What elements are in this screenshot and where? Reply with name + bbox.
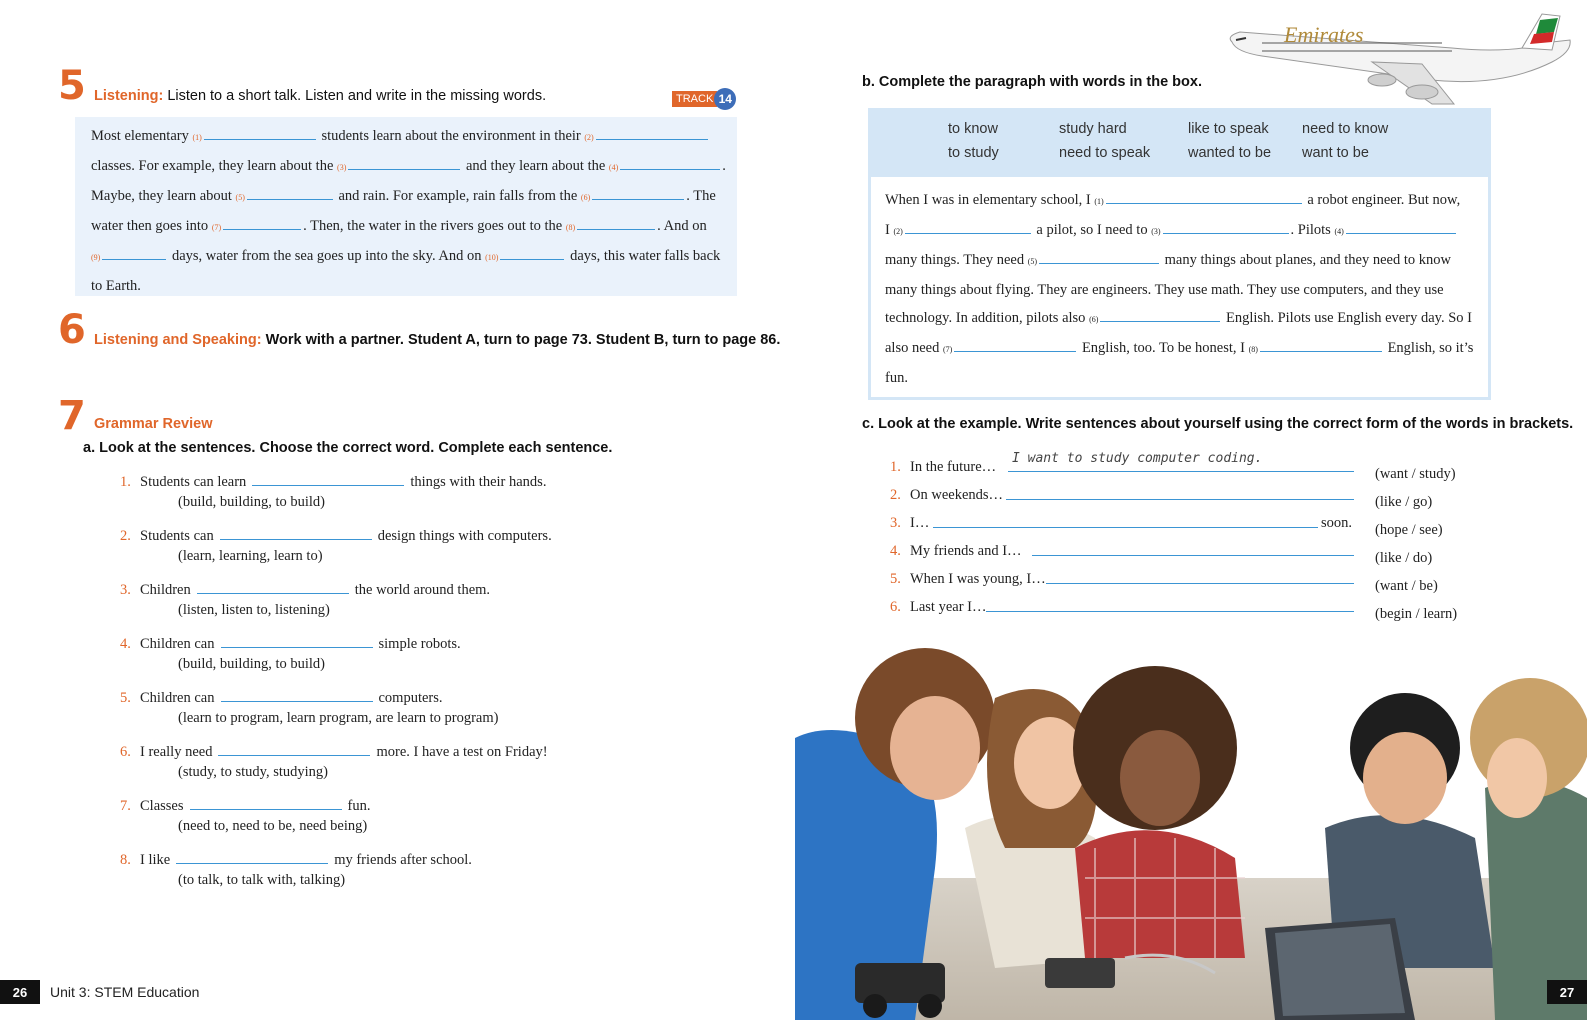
grammar-item: 3. Children the world around them. (listen, listen to, listening) (120, 582, 491, 618)
bracket-words: (like / do) (1375, 550, 1433, 566)
c-item-suffix: soon. (1321, 515, 1353, 531)
blank-input[interactable] (1039, 250, 1159, 264)
word-option: study hard (1059, 121, 1127, 137)
answer-line[interactable] (986, 611, 1354, 612)
listening-line: to Earth. (91, 278, 141, 294)
blank-input[interactable] (500, 246, 564, 260)
grammar-item: 2. Students can design things with computers. (learn, learning, learn to) (120, 528, 552, 564)
unit-title: Unit 3: STEM Education (50, 984, 200, 1000)
c-item: 2. On weekends… (890, 487, 1004, 503)
c-item: 1. In the future… (890, 459, 997, 475)
blank-input[interactable] (221, 634, 373, 648)
b-line: also need (7) English, too. To be honest, I (8) English, so it’s (885, 340, 1474, 356)
grammar-item: 1. Students can learn things with their hands. (build, building, to build) (120, 474, 547, 510)
bracket-words: (hope / see) (1375, 522, 1443, 538)
section-5-label: Listening: (94, 88, 164, 104)
word-option: need to speak (1059, 145, 1151, 161)
grammar-options: (build, building, to build) (178, 494, 326, 510)
section-c-instructions: c. Look at the example. Write sentences about yourself using the correct form of the words in brackets. (862, 416, 1574, 432)
track-number: 14 (714, 88, 736, 110)
footer-left (0, 980, 199, 1004)
blank-input[interactable] (1100, 308, 1220, 322)
bracket-words: (like / go) (1375, 494, 1433, 510)
section-6-label: Listening and Speaking: (94, 332, 262, 348)
blank-input[interactable] (247, 186, 333, 200)
blank-input[interactable] (190, 796, 342, 810)
word-option: want to be (1302, 145, 1369, 161)
bracket-words: (want / study) (1375, 466, 1456, 482)
grammar-item: 7. Classes fun. (need to, need to be, need being) (120, 798, 371, 834)
blank-input[interactable] (596, 126, 708, 140)
blank-input[interactable] (577, 216, 655, 230)
blank-input[interactable] (204, 126, 316, 140)
answer-line[interactable] (1006, 499, 1354, 500)
grammar-options: (to talk, to talk with, talking) (178, 872, 346, 888)
grammar-options: (need to, need to be, need being) (178, 818, 368, 834)
b-line: many things about flying. They are engineers. They use math. They use computers, and they use (885, 282, 1444, 298)
bracket-words: (begin / learn) (1375, 606, 1458, 622)
airline-logo-text: Emirates (1284, 22, 1364, 47)
b-line: technology. In addition, pilots also (6) English. Pilots use English every day. So I (885, 310, 1472, 326)
grammar-item: 4. Children can simple robots. (build, building, to build) (120, 636, 461, 672)
blank-input[interactable] (905, 220, 1031, 234)
listening-paragraph (91, 122, 731, 300)
blank-input[interactable] (176, 850, 328, 864)
blank-input[interactable] (620, 156, 720, 170)
word-option: to study (948, 145, 999, 161)
page-number-left: 26 (0, 980, 40, 1004)
listening-line: (9) days, water from the sea goes up into the sky. And on (10) days, this water falls back (91, 248, 721, 264)
section-5-number: 5 (58, 63, 86, 109)
c-item: 6. Last year I… (890, 599, 987, 615)
section-7-number: 7 (58, 393, 86, 439)
b-line: I (2) a pilot, so I need to (3) . Pilots (4) (885, 216, 1485, 246)
blank-input[interactable] (348, 156, 460, 170)
blank-input[interactable] (1260, 338, 1382, 352)
word-option: wanted to be (1188, 145, 1272, 161)
section-6-instructions: Work with a partner. Student A, turn to page 73. Student B, turn to page 86. (265, 332, 781, 348)
c-item: 5. When I was young, I… (890, 571, 1046, 587)
b-line: fun. (885, 370, 908, 386)
section-6-number: 6 (58, 307, 86, 353)
blank-input[interactable] (220, 526, 372, 540)
handwritten-answer: I want to study computer coding. (1012, 451, 1263, 466)
grammar-options: (build, building, to build) (178, 656, 326, 672)
blank-input[interactable] (223, 216, 301, 230)
c-item: 3. I… (890, 515, 930, 531)
grammar-item: 8. I like my friends after school. (to talk, to talk with, talking) (120, 852, 472, 888)
blank-input[interactable] (1163, 220, 1289, 234)
answer-line[interactable] (933, 527, 1318, 528)
word-option: need to know (1302, 121, 1389, 137)
blank-input[interactable] (252, 472, 404, 486)
blank-input[interactable] (1346, 220, 1456, 234)
answer-line[interactable] (1046, 583, 1354, 584)
blank-input[interactable] (221, 688, 373, 702)
track-label: TRACK (672, 91, 717, 107)
listening-line: water then goes into (7) . Then, the water in the rivers goes out to the (8) . And on (91, 218, 707, 234)
word-option: to know (948, 121, 998, 137)
blank-input[interactable] (954, 338, 1076, 352)
page-number-right: 27 (1547, 980, 1587, 1004)
section-7a-instructions: a. Look at the sentences. Choose the correct word. Complete each sentence. (83, 440, 613, 456)
section-b-instructions: b. Complete the paragraph with words in the box. (862, 74, 1202, 90)
bracket-words: (want / be) (1375, 578, 1438, 594)
word-option: like to speak (1188, 121, 1269, 137)
airplane-illustration (1222, 12, 1572, 112)
students-photo (795, 628, 1587, 1020)
c-item: 4. My friends and I… (890, 543, 1022, 559)
blank-input[interactable] (102, 246, 166, 260)
b-line: many things. They need (5) many things about planes, and they need to know (885, 252, 1451, 268)
grammar-options: (learn, learning, learn to) (178, 548, 323, 564)
section-7-title: Grammar Review (94, 416, 213, 432)
grammar-options: (study, to study, studying) (178, 764, 328, 780)
word-bank (871, 111, 1488, 177)
grammar-options: (listen, listen to, listening) (178, 602, 330, 618)
grammar-options: (learn to program, learn program, are learn to program) (178, 710, 499, 726)
blank-input[interactable] (592, 186, 684, 200)
section-6-title (94, 332, 780, 348)
section-5-instructions: Listen to a short talk. Listen and write in the missing words. (167, 88, 547, 104)
grammar-item: 5. Children can computers. (learn to program, learn program, are learn to program) (120, 690, 499, 726)
listening-line: classes. For example, they learn about the (3) and they learn about the (4) . (91, 158, 726, 174)
footer-right (1547, 980, 1587, 1004)
b-line: When I was in elementary school, I (1) a robot engineer. But now, (885, 192, 1461, 208)
blank-input[interactable] (197, 580, 349, 594)
answer-line[interactable] (1008, 471, 1354, 472)
grammar-item: 6. I really need more. I have a test on Friday! (study, to study, studying) (120, 744, 548, 780)
answer-line[interactable] (1032, 555, 1354, 556)
blank-input[interactable] (1106, 190, 1302, 204)
listening-line: Most elementary (1) students learn about the environment in their (2) (91, 122, 731, 152)
section-b-paragraph (885, 186, 1485, 392)
listening-line: Maybe, they learn about (5) and rain. For example, rain falls from the (6) . The (91, 188, 716, 204)
section-5-title (94, 88, 546, 104)
track-badge[interactable] (672, 88, 736, 110)
blank-input[interactable] (218, 742, 370, 756)
